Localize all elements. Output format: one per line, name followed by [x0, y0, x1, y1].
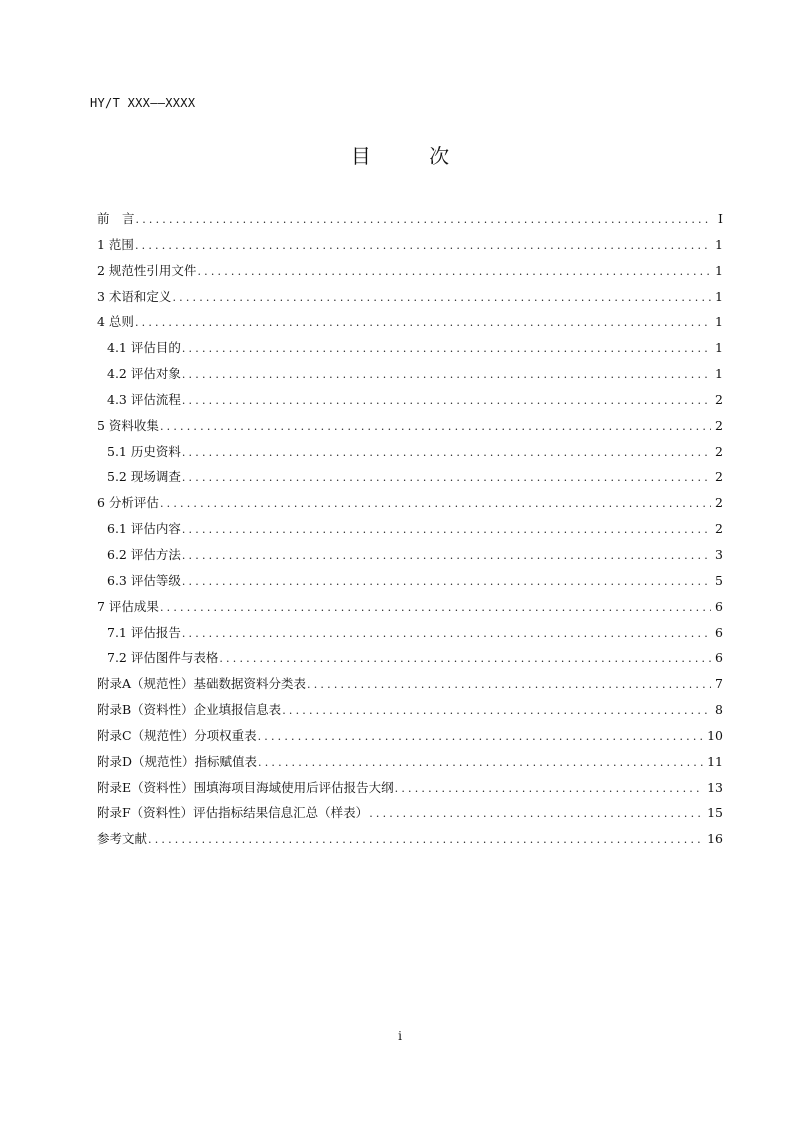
dot-leader	[182, 543, 711, 569]
toc-entry[interactable]	[97, 697, 723, 723]
toc-entry-page: 2	[715, 495, 723, 511]
toc-entry-title: 4 总则	[97, 314, 134, 330]
toc-entry[interactable]	[97, 284, 723, 310]
toc-entry-page: 1	[715, 340, 723, 356]
toc-entry-page: 15	[707, 805, 723, 821]
toc-entry-page: 16	[707, 831, 723, 847]
toc-entry[interactable]	[97, 490, 723, 516]
dot-leader	[135, 310, 711, 336]
toc-entry-title: 附录F（资料性）评估指标结果信息汇总（样表）	[97, 805, 369, 821]
toc-entry-page: 2	[715, 443, 723, 459]
toc-entry-title: 参考文献	[97, 831, 148, 847]
toc-entry-title: 6.3 评估等级	[107, 572, 181, 588]
toc-entry-title: 7.2 评估图件与表格	[107, 650, 219, 666]
page-number: i	[398, 1029, 402, 1043]
dot-leader	[182, 336, 711, 362]
toc-entry[interactable]	[97, 671, 723, 697]
toc-entry-page: 10	[707, 727, 723, 743]
toc-entry[interactable]	[97, 361, 723, 387]
dot-leader	[182, 362, 711, 388]
toc-entry-page: 1	[715, 262, 723, 278]
table-of-contents	[97, 206, 723, 852]
dot-leader	[258, 724, 704, 750]
toc-entry-title: 6 分析评估	[97, 495, 159, 511]
toc-entry-title: 附录E（资料性）围填海项目海域使用后评估报告大纲	[97, 779, 394, 795]
dot-leader	[182, 569, 711, 595]
toc-entry[interactable]	[97, 309, 723, 335]
dot-leader	[282, 698, 711, 724]
toc-entry[interactable]	[97, 645, 723, 671]
toc-entry-page: 1	[715, 366, 723, 382]
dot-leader	[172, 285, 711, 311]
dot-leader	[160, 414, 711, 440]
toc-entry-title: 4.1 评估目的	[107, 340, 181, 356]
toc-entry[interactable]	[97, 800, 723, 826]
dot-leader	[307, 672, 711, 698]
toc-entry[interactable]	[97, 542, 723, 568]
toc-entry-page: 8	[715, 702, 723, 718]
toc-entry-title: 4.2 评估对象	[107, 366, 181, 382]
toc-entry[interactable]	[97, 568, 723, 594]
toc-entry-title: 6.1 评估内容	[107, 521, 181, 537]
toc-entry-page: 6	[715, 624, 723, 640]
toc-entry[interactable]	[97, 413, 723, 439]
toc-entry-page: 6	[715, 650, 723, 666]
dot-leader	[369, 801, 703, 827]
toc-entry[interactable]	[97, 206, 723, 232]
toc-entry[interactable]	[97, 516, 723, 542]
toc-entry[interactable]	[97, 258, 723, 284]
toc-entry[interactable]	[97, 723, 723, 749]
dot-leader	[219, 646, 711, 672]
toc-entry-title: 6.2 评估方法	[107, 546, 181, 562]
toc-entry[interactable]	[97, 775, 723, 801]
dot-leader	[395, 776, 703, 802]
toc-entry-title: 7.1 评估报告	[107, 624, 181, 640]
dot-leader	[160, 491, 711, 517]
dot-leader	[182, 621, 711, 647]
toc-entry-title: 5.2 现场调查	[107, 469, 181, 485]
toc-entry-title: 5.1 历史资料	[107, 443, 181, 459]
dot-leader	[258, 750, 703, 776]
standard-code: HY/T XXX——XXXX	[90, 96, 196, 110]
toc-entry[interactable]	[97, 464, 723, 490]
dot-leader	[136, 207, 711, 233]
toc-entry-title: 前 言	[97, 211, 135, 226]
toc-entry-page: 2	[715, 521, 723, 537]
dot-leader	[182, 465, 711, 491]
toc-entry-title: 2 规范性引用文件	[97, 262, 197, 278]
toc-entry-title: 3 术语和定义	[97, 288, 172, 304]
toc-entry-page: 7	[715, 676, 723, 692]
dot-leader	[182, 440, 711, 466]
toc-entry-page: 3	[715, 546, 723, 562]
toc-entry-title: 附录B（资料性）企业填报信息表	[97, 702, 282, 718]
toc-entry-page: 6	[715, 598, 723, 614]
dot-leader	[148, 827, 703, 853]
toc-entry[interactable]	[97, 335, 723, 361]
toc-entry-title: 附录A（规范性）基础数据资料分类表	[97, 676, 307, 692]
dot-leader	[135, 233, 711, 259]
toc-entry-page: 5	[715, 572, 723, 588]
toc-entry[interactable]	[97, 439, 723, 465]
toc-entry[interactable]	[97, 826, 723, 852]
toc-entry[interactable]	[97, 594, 723, 620]
toc-entry[interactable]	[97, 387, 723, 413]
toc-entry-title: 附录C（规范性）分项权重表	[97, 727, 257, 743]
toc-entry-title: 4.3 评估流程	[107, 391, 181, 407]
toc-entry-page: I	[718, 211, 723, 226]
toc-entry-page: 11	[707, 753, 723, 769]
toc-entry-page: 1	[715, 236, 723, 252]
dot-leader	[197, 259, 711, 285]
dot-leader	[182, 517, 711, 543]
toc-entry-title: 附录D（规范性）指标赋值表	[97, 753, 258, 769]
toc-entry[interactable]	[97, 620, 723, 646]
toc-entry-page: 2	[715, 391, 723, 407]
toc-entry-title: 5 资料收集	[97, 417, 159, 433]
toc-entry-page: 1	[715, 288, 723, 304]
toc-entry-title: 7 评估成果	[97, 598, 159, 614]
toc-entry-title: 1 范围	[97, 236, 134, 252]
toc-entry-page: 1	[715, 314, 723, 330]
toc-title: 目 次	[350, 144, 476, 168]
dot-leader	[160, 595, 711, 621]
dot-leader	[182, 388, 711, 414]
toc-entry-page: 2	[715, 469, 723, 485]
toc-entry-page: 13	[707, 779, 723, 795]
toc-entry[interactable]	[97, 749, 723, 775]
toc-entry[interactable]	[97, 232, 723, 258]
toc-entry-page: 2	[715, 417, 723, 433]
